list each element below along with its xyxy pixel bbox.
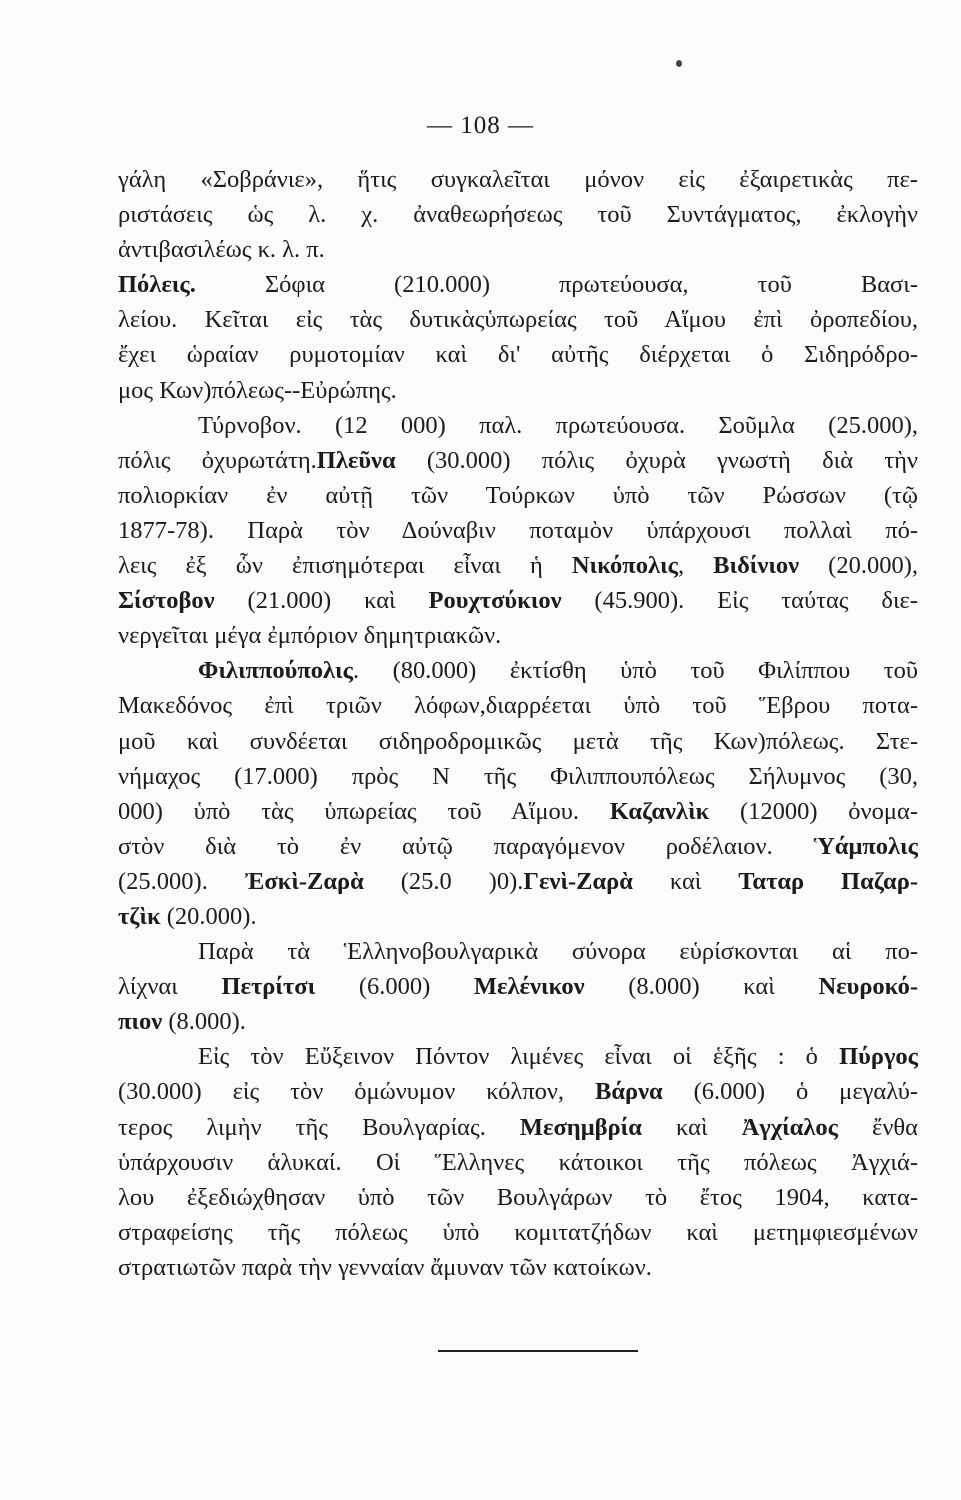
text-segment: τερος λιμὴν τῆς Βουλγαρίας. xyxy=(118,1113,520,1141)
text-segment: (30.000) πόλις ὀχυρὰ γνωστὴ διὰ τὴν xyxy=(395,446,918,474)
bold-term: Ἀγχίαλος xyxy=(741,1113,838,1141)
text-segment: Εἰς τὸν Εὔξεινον Πόντον λιμένες εἶναι οἱ ἑξῆς : ὁ xyxy=(198,1043,840,1071)
text-segment: (12000) ὀνομα- xyxy=(709,797,918,825)
text-segment: καὶ xyxy=(641,1113,742,1141)
bold-term: πιον xyxy=(118,1008,163,1036)
text-line xyxy=(118,1074,918,1109)
text-segment: 1877-78). Παρὰ τὸν Δούναβιν ποταμὸν ὑπάρχουσι πολλαὶ πό- xyxy=(118,516,918,544)
body-text xyxy=(118,162,918,1285)
ink-speck xyxy=(676,60,682,67)
text-segment: γάλη «Σοβράνιε», ἥτις συγκαλεῖται μόνον εἰς ἐξαιρετικὰς πε- xyxy=(118,166,918,193)
text-segment: (30.000) εἰς τὸν ὁμώνυμον κόλπον, xyxy=(118,1078,595,1106)
text-line xyxy=(118,408,918,443)
bold-term: Ἐσκὶ-Ζαρὰ xyxy=(244,867,364,895)
text-segment: μος Κων)πόλεως--Εὐρώπης. xyxy=(118,376,397,404)
bold-term: Βιδίνιον xyxy=(713,552,800,580)
bold-term: Νικόπολις xyxy=(571,552,678,580)
text-line xyxy=(118,829,918,864)
text-line xyxy=(118,267,918,302)
text-segment: . (80.000) ἐκτίσθη ὑπὸ τοῦ Φιλίππου τοῦ xyxy=(353,657,918,685)
bold-term: Φιλιππούπολις xyxy=(198,657,353,685)
bold-term: Πόλεις. xyxy=(118,271,265,299)
text-line xyxy=(118,864,918,899)
text-line xyxy=(118,969,918,1004)
text-segment: Σοῦμλα xyxy=(718,411,795,439)
text-segment: λείου. Κεῖται εἰς τὰς δυτικὰςὑπωρείας τοῦ Αἵμου ἐπὶ ὀροπεδίου, xyxy=(118,306,918,334)
text-segment: (8.000) καὶ xyxy=(584,973,819,1001)
bold-term: τζὶκ xyxy=(118,902,161,930)
bold-term: Καζανλὶκ xyxy=(609,797,710,825)
bold-term: Πύργος xyxy=(839,1043,918,1071)
text-segment: ἀντιβασιλέως κ. λ. π. xyxy=(118,236,325,264)
text-line xyxy=(118,1180,918,1215)
text-segment: καὶ xyxy=(632,867,739,895)
text-segment: (25.000), xyxy=(794,411,918,439)
text-line xyxy=(118,337,918,372)
bold-term: Ρουχτσύκιον xyxy=(428,587,562,615)
text-line xyxy=(118,724,918,759)
text-line xyxy=(118,759,918,794)
text-segment: λεις ἐξ ὧν ἐπισημότεραι εἶναι ἡ xyxy=(118,552,572,580)
text-segment: νεργεῖται μέγα ἐμπόριον δημητριακῶν. xyxy=(118,622,502,650)
text-line xyxy=(118,1215,918,1250)
bold-term: Πετρίτσι xyxy=(221,973,316,1001)
text-line xyxy=(118,373,918,408)
text-line xyxy=(118,653,918,688)
bold-term: Γενὶ-Ζαρὰ xyxy=(523,867,633,895)
text-segment: (21.000) καὶ xyxy=(214,587,429,615)
text-line xyxy=(118,899,918,934)
bold-term: Βάρνα xyxy=(594,1078,663,1106)
text-segment: ἔνθα xyxy=(837,1113,918,1141)
text-segment: (25.0 )0). xyxy=(363,867,524,895)
text-line xyxy=(118,583,918,618)
text-segment: (8.000). xyxy=(162,1008,246,1036)
text-line xyxy=(118,162,918,197)
text-segment: στραφείσης τῆς πόλεως ὑπὸ κομιτατζήδων καὶ μετημφιεσμένων xyxy=(118,1218,918,1246)
text-line xyxy=(118,688,918,723)
text-segment: (25.000). xyxy=(118,867,245,895)
text-line xyxy=(118,934,918,969)
text-segment: (45.900). Εἰς ταύτας διε- xyxy=(561,587,918,615)
bold-term: Ταταρ Παζαρ- xyxy=(738,867,918,895)
text-line xyxy=(118,1039,918,1074)
text-segment: (12 000) παλ. πρωτεύουσα. xyxy=(301,411,719,439)
text-segment: πολιορκίαν ἐν αὐτῇ τῶν Τούρκων ὑπὸ τῶν Ρώσσων (τῷ xyxy=(118,481,918,509)
bold-term: Νευροκό- xyxy=(818,973,918,1001)
page-number: — 108 — xyxy=(427,112,534,139)
text-line xyxy=(118,548,918,583)
text-segment: πόλις ὀχυρωτάτη. xyxy=(118,446,317,474)
bold-term: Ὑάμπολις xyxy=(813,832,918,860)
text-line xyxy=(118,478,918,513)
text-segment: Μακεδόνος ἐπὶ τριῶν λόφων,διαρρέεται ὑπὸ τοῦ Ἕβρου ποτα- xyxy=(118,692,918,720)
text-line xyxy=(118,1250,918,1285)
text-segment: μοῦ καὶ συνδέεται σιδηροδρομικῶς μετὰ τῆς Κων)πόλεως. Στε- xyxy=(118,727,918,755)
section-rule xyxy=(438,1350,638,1352)
bold-term: Πλεῦνα xyxy=(316,446,396,474)
bold-term: Μελένικον xyxy=(473,973,585,1001)
text-line xyxy=(118,1110,918,1145)
text-segment: λίχναι xyxy=(118,973,222,1001)
text-line xyxy=(118,197,918,232)
text-segment: νήμαχος (17.000) πρὸς Ν τῆς Φιλιππουπόλεως Σήλυμνος (30, xyxy=(118,762,918,790)
text-line xyxy=(118,513,918,548)
text-segment: Σόφια xyxy=(264,271,325,299)
text-segment: ριστάσεις ὡς λ. χ. ἀναθεωρήσεως τοῦ Συντάγματος, ἐκλογὴν xyxy=(118,201,918,229)
text-segment: στὸν διὰ τὸ ἐν αὐτῷ παραγόμενον ροδέλαιον. xyxy=(118,832,814,860)
text-segment: (6.000) ὁ μεγαλύ- xyxy=(662,1078,918,1106)
text-line xyxy=(118,618,918,653)
text-segment: , xyxy=(677,552,714,580)
text-line xyxy=(118,443,918,478)
text-line xyxy=(118,1145,918,1180)
text-segment: Παρὰ τὰ Ἑλληνοβουλγαρικὰ σύνορα εὑρίσκονται αἱ πο- xyxy=(198,938,918,966)
text-line xyxy=(118,232,918,267)
text-line xyxy=(118,794,918,829)
text-line xyxy=(118,302,918,337)
bold-term: Σίστοβον xyxy=(118,587,215,615)
text-line xyxy=(118,1004,918,1039)
text-segment: (20.000), xyxy=(799,552,918,580)
text-segment: Τύρνοβον. xyxy=(198,411,302,439)
bold-term: Μεσημβρία xyxy=(519,1113,642,1141)
text-segment: 000) ὑπὸ τὰς ὑπωρείας τοῦ Αἵμου. xyxy=(118,797,610,825)
text-segment: ἔχει ὡραίαν ρυμοτομίαν καὶ δι' αὐτῆς διέρχεται ὁ Σιδηρόδρο- xyxy=(118,341,918,369)
text-segment: (210.000) πρωτεύουσα, τοῦ Βασι- xyxy=(325,271,918,299)
text-segment: λου ἐξεδιώχθησαν ὑπὸ τῶν Βουλγάρων τὸ ἔτος 1904, κατα- xyxy=(118,1183,918,1211)
text-segment: στρατιωτῶν παρὰ τὴν γενναίαν ἄμυναν τῶν κατοίκων. xyxy=(118,1253,652,1281)
text-segment: (6.000) xyxy=(315,973,474,1001)
text-segment: ὑπάρχουσιν ἁλυκαί. Οἱ Ἕλληνες κάτοικοι τῆς πόλεως Ἀγχιά- xyxy=(118,1148,918,1176)
text-segment: (20.000). xyxy=(160,902,257,930)
